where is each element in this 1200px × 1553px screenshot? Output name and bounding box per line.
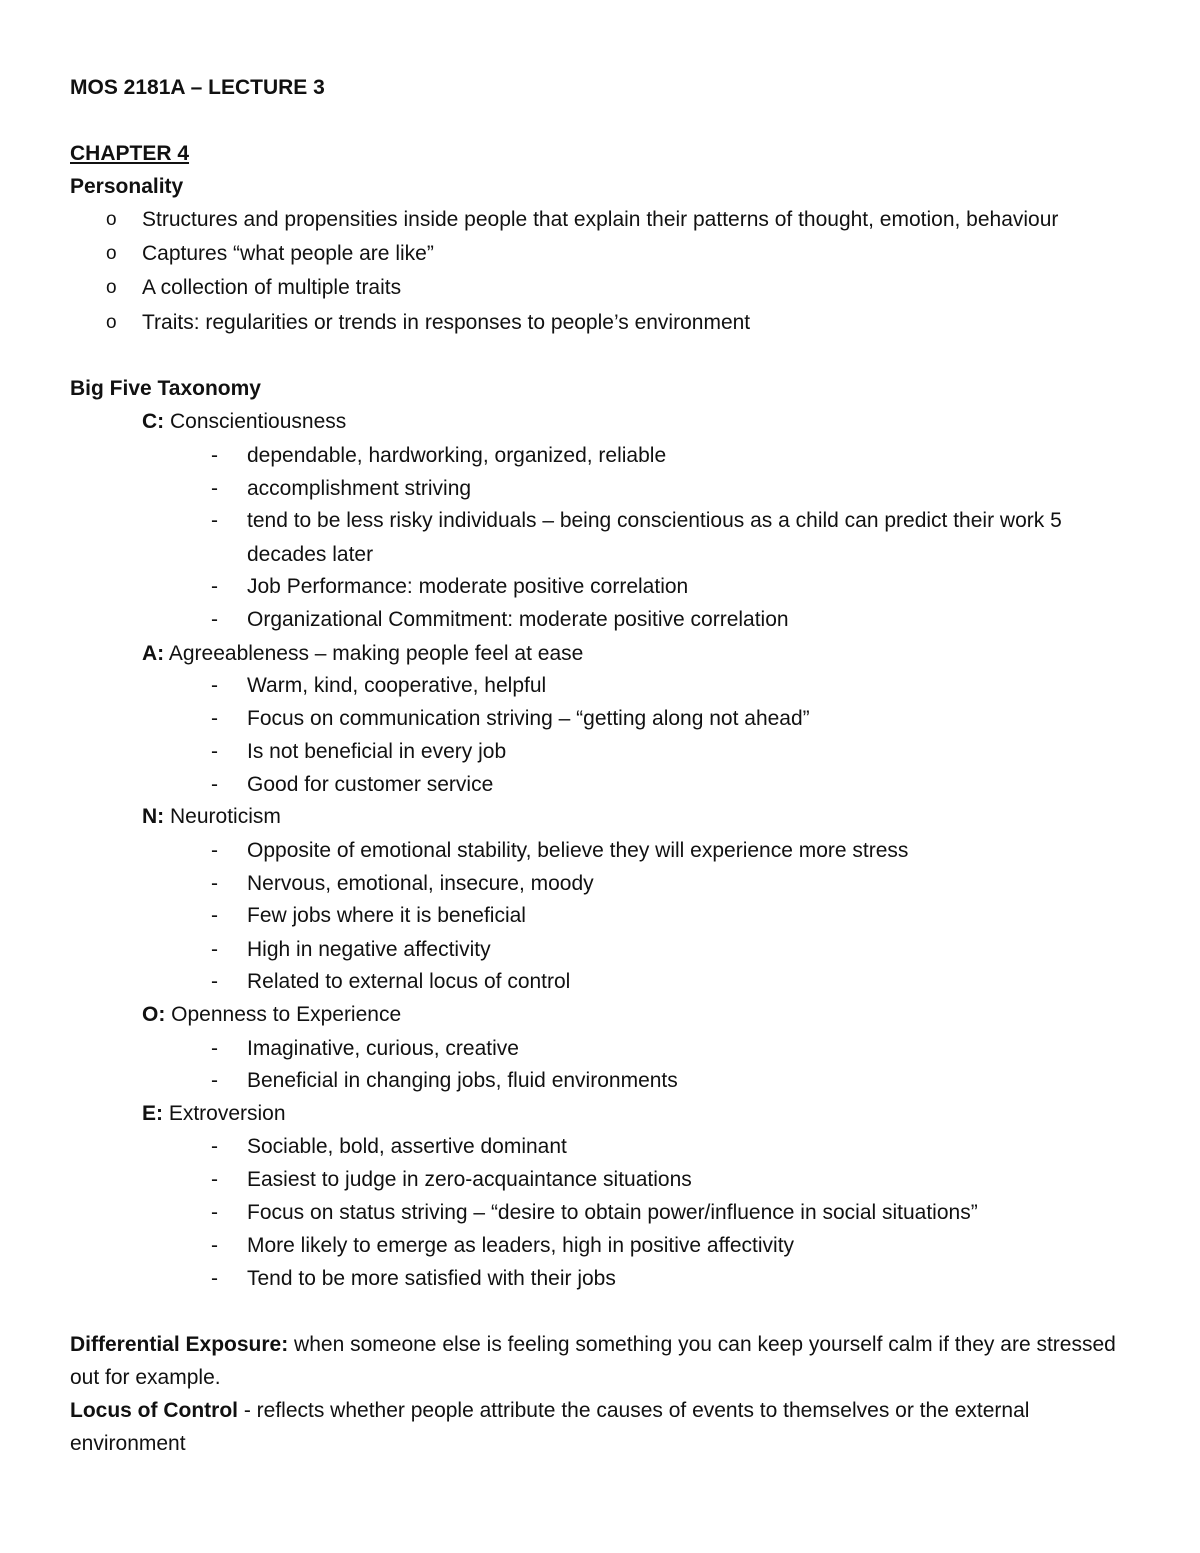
dash-bullet-icon: - <box>211 444 218 467</box>
trait-item: Focus on status striving – “desire to obtain power/influence in social situations” <box>247 1201 978 1224</box>
dash-bullet-icon: - <box>211 740 218 763</box>
dash-bullet-icon: - <box>211 839 218 862</box>
section-title-personality: Personality <box>70 175 184 198</box>
trait-item: Focus on communication striving – “getting along not ahead” <box>247 707 810 730</box>
dash-bullet-icon: - <box>211 707 218 730</box>
trait-item: Warm, kind, cooperative, helpful <box>247 674 547 697</box>
trait-letter: C: <box>142 410 165 433</box>
trait-heading-conscientiousness <box>142 411 346 432</box>
definition-text-continuation: environment <box>70 1432 186 1455</box>
dash-bullet-icon: - <box>211 970 218 993</box>
bullet-text: A collection of multiple traits <box>142 276 402 299</box>
trait-heading-neuroticism <box>142 806 281 827</box>
trait-item: Is not beneficial in every job <box>247 740 507 763</box>
bullet-text: Traits: regularities or trends in responses to people’s environment <box>142 311 751 334</box>
dash-bullet-icon: - <box>211 477 218 500</box>
dash-bullet-icon: - <box>211 1201 218 1224</box>
definition-term: Differential Exposure: <box>70 1333 289 1356</box>
trait-letter: N: <box>142 805 165 828</box>
dash-bullet-icon: - <box>211 674 218 697</box>
dash-bullet-icon: - <box>211 1135 218 1158</box>
trait-item: Imaginative, curious, creative <box>247 1037 519 1060</box>
definition-text-continuation: out for example. <box>70 1366 221 1389</box>
trait-item: Job Performance: moderate positive correlation <box>247 575 689 598</box>
dash-bullet-icon: - <box>211 1168 218 1191</box>
dash-bullet-icon: - <box>211 509 218 532</box>
trait-item: Sociable, bold, assertive dominant <box>247 1135 567 1158</box>
trait-item: Few jobs where it is beneficial <box>247 904 526 927</box>
definition-text: - reflects whether people attribute the causes of events to themselves or the external <box>237 1399 1030 1422</box>
trait-item: Tend to be more satisfied with their jobs <box>247 1267 616 1290</box>
trait-item-continuation: decades later <box>247 543 374 566</box>
big-five-title: Big Five Taxonomy <box>70 377 261 400</box>
trait-item: accomplishment striving <box>247 477 472 500</box>
trait-item: More likely to emerge as leaders, high in positive affectivity <box>247 1234 795 1257</box>
trait-name: Openness to Experience <box>165 1003 402 1026</box>
trait-letter: O: <box>142 1003 166 1026</box>
circle-bullet-icon: o <box>106 209 117 230</box>
chapter-heading: CHAPTER 4 <box>70 142 190 165</box>
circle-bullet-icon: o <box>106 243 117 264</box>
trait-item: Opposite of emotional stability, believe they will experience more stress <box>247 839 909 862</box>
dash-bullet-icon: - <box>211 938 218 961</box>
trait-item: High in negative affectivity <box>247 938 491 961</box>
definition-text: when someone else is feeling something you can keep yourself calm if they are stressed <box>288 1333 1116 1356</box>
trait-item: Beneficial in changing jobs, fluid environments <box>247 1069 678 1092</box>
trait-item: Nervous, emotional, insecure, moody <box>247 872 594 895</box>
document-title: MOS 2181A – LECTURE 3 <box>70 76 325 99</box>
trait-heading-openness <box>142 1004 401 1025</box>
trait-letter: A: <box>142 642 165 665</box>
bullet-text: Structures and propensities inside people that explain their patterns of thought, emotion, behaviour <box>142 208 1059 231</box>
trait-heading-agreeableness <box>142 643 583 664</box>
dash-bullet-icon: - <box>211 608 218 631</box>
dash-bullet-icon: - <box>211 1069 218 1092</box>
circle-bullet-icon: o <box>106 277 117 298</box>
bullet-text: Captures “what people are like” <box>142 242 434 265</box>
circle-bullet-icon: o <box>106 312 117 333</box>
dash-bullet-icon: - <box>211 872 218 895</box>
definition-differential-exposure <box>70 1334 1116 1355</box>
trait-item: Easiest to judge in zero-acquaintance situations <box>247 1168 692 1191</box>
trait-heading-extroversion <box>142 1103 286 1124</box>
trait-item: tend to be less risky individuals – being conscientious as a child can predict their work 5 <box>247 509 1062 532</box>
trait-item: dependable, hardworking, organized, reliable <box>247 444 667 467</box>
trait-name: Agreeableness – making people feel at ease <box>164 642 584 665</box>
trait-name: Neuroticism <box>164 805 281 828</box>
dash-bullet-icon: - <box>211 1037 218 1060</box>
trait-item: Good for customer service <box>247 773 494 796</box>
dash-bullet-icon: - <box>211 904 218 927</box>
dash-bullet-icon: - <box>211 773 218 796</box>
dash-bullet-icon: - <box>211 1234 218 1257</box>
dash-bullet-icon: - <box>211 575 218 598</box>
trait-item: Organizational Commitment: moderate positive correlation <box>247 608 789 631</box>
trait-name: Conscientiousness <box>164 410 347 433</box>
dash-bullet-icon: - <box>211 1267 218 1290</box>
trait-letter: E: <box>142 1102 163 1125</box>
trait-item: Related to external locus of control <box>247 970 571 993</box>
definition-locus-of-control <box>70 1400 1029 1421</box>
trait-name: Extroversion <box>163 1102 286 1125</box>
definition-term: Locus of Control <box>70 1399 238 1422</box>
